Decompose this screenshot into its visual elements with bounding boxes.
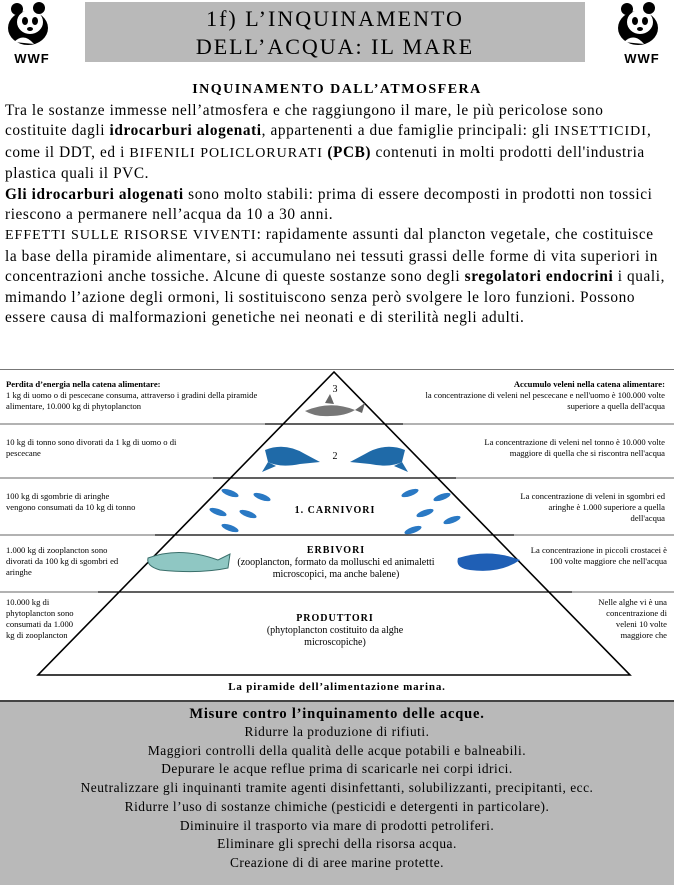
measure-item: Depurare le acque reflue prima di scaricarle nei corpi idrici. xyxy=(161,761,513,777)
right-note-1-text: la concentrazione di veleni nel pescecane e nell'uomo è 100.000 volte superiore a quella dell'acqua xyxy=(425,390,665,411)
right-note-4: La concentrazione in piccoli crostacei è 100 volte maggiore che nell'acqua xyxy=(530,545,667,566)
measure-item: Maggiori controlli della qualità delle acque potabili e balneabili. xyxy=(147,742,527,758)
left-note-1-title: Perdita d’energia nella catena alimentare: xyxy=(6,379,161,389)
paragraph-1 xyxy=(5,101,669,185)
pyramid-caption: La piramide dell’alimentazione marina. xyxy=(228,681,446,693)
p3-bold: sregolatori endocrini xyxy=(464,268,614,286)
measures-box xyxy=(0,700,674,885)
measure-item: Ridurre la produzione di rifiuti. xyxy=(244,724,430,739)
p1-text-b: , appartenenti a due famiglie principali: gli xyxy=(261,122,555,140)
wwf-logo-right xyxy=(614,2,670,66)
panda-icon xyxy=(614,2,662,46)
produttori-text: (phytoplancton costituito da alghe microscopiche) xyxy=(266,625,404,648)
wwf-text-right: WWF xyxy=(624,51,660,66)
p1-bold-a: idrocarburi alogenati xyxy=(109,122,262,140)
level-2-number: 2 xyxy=(332,451,338,462)
p1-text-d: contenuti in molti prodotti dell'industria plastica quali il PVC. xyxy=(5,143,645,183)
paragraph-2 xyxy=(5,185,669,226)
p3-effetti: EFFETTI SULLE RISORSE VIVENTI xyxy=(5,228,257,244)
right-note-1-title: Accumulo veleni nella catena alimentare: xyxy=(513,379,665,389)
erbivori-text: (zooplancton, formato da molluschi ed animaletti microscopici, ma anche balene) xyxy=(237,557,435,580)
measure-item: Neutralizzare gli inquinanti tramite agenti disinfettanti, solubilizzanti, precipitanti, ecc. xyxy=(80,780,594,796)
produttori-title: PRODUTTORI xyxy=(296,613,374,624)
title-box xyxy=(85,2,585,62)
food-pyramid xyxy=(0,369,674,680)
left-note-1 xyxy=(6,379,268,412)
left-note-1-text: 1 kg di uomo o di pescecane consuma, attraverso i gradini della piramide alimentare, 10.000 kg di phytoplancton xyxy=(6,390,258,411)
right-note-3: La concentrazione di veleni in sgombri ed aringhe è 1.000 superiore a quella dell'acqua xyxy=(520,491,665,523)
level-carnivori: 1. CARNIVORI xyxy=(294,505,376,516)
measure-item: Creazione di di aree marine protette. xyxy=(229,854,445,870)
title-line-2: DELL’ACQUA: IL MARE xyxy=(195,34,475,59)
p2-text: sono molto stabili: prima di essere decomposti in prodotti non tossici riescono a permanere nell’acqua da 10 a 30 anni. xyxy=(5,185,653,224)
erbivori-title: ERBIVORI xyxy=(306,545,366,556)
panda-icon xyxy=(4,2,52,46)
p2-bold: Gli idrocarburi alogenati xyxy=(5,185,184,203)
p1-pcb: (PCB) xyxy=(327,143,372,161)
left-note-4: 1.000 kg di zooplancton sono divorati da 100 kg di sgombri ed aringhe xyxy=(6,545,119,577)
level-produttori xyxy=(250,613,420,649)
p1-insetticidi: INSETTICIDI xyxy=(554,124,647,140)
p3-text-a: : rapidamente assunti dal plancton vegetale, che costituisce la base della piramide alimentare, si accumulano nei tessuti grassi delle forme di vita superiori in concentrazioni anche tossiche. Alcune di queste sostanze sono degli xyxy=(5,226,658,286)
right-note-1 xyxy=(398,379,665,412)
right-note-5: Nelle alghe vi è una concentrazione di veleni 10 volte maggiore che xyxy=(598,597,667,640)
body-text xyxy=(5,101,669,328)
wwf-logo-left xyxy=(4,2,60,66)
left-note-3: 100 kg di sgombrie di aringhe vengono consumati da 10 kg di tonno xyxy=(6,491,136,512)
measure-item: Diminuire il trasporto via mare di prodotti petroliferi. xyxy=(179,817,495,833)
left-note-2: 10 kg di tonno sono divorati da 1 kg di uomo o di pescecane xyxy=(6,437,177,458)
wwf-text-left: WWF xyxy=(14,51,50,66)
measure-item: Ridurre l’uso di sostanze chimiche (pesticidi e detergenti in particolare). xyxy=(124,798,550,814)
p1-bifenili: BIFENILI POLICLORURATI xyxy=(129,145,323,161)
measures-title: Misure contro l’inquinamento delle acque. xyxy=(189,706,485,722)
title-line-1: 1f) L’INQUINAMENTO xyxy=(206,6,464,31)
p1-text-a: Tra le sostanze immesse nell’atmosfera e che raggiungono il mare, le più pericolose sono costituite dagli xyxy=(5,102,604,140)
paragraph-3 xyxy=(5,225,669,328)
level-erbivori xyxy=(226,545,446,581)
left-note-5: 10.000 kg di phytoplancton sono consumati da 1.000 kg di zooplancton xyxy=(6,597,74,640)
p3-text-b: i quali, mimando l’azione degli ormoni, li sostituiscono senza però svolgere le loro funzioni. Possono essere causa di malformazioni genetiche nei neonati e di sterilità negli adulti. xyxy=(5,268,666,327)
section-heading: INQUINAMENTO DALL’ATMOSFERA xyxy=(192,82,482,97)
measure-item: Eliminare gli sprechi della risorsa acqua. xyxy=(217,836,457,852)
right-note-2: La concentrazione di veleni nel tonno è 10.000 volte maggiore di quella che si riscontra nell'acqua xyxy=(484,437,665,458)
p1-text-c: , come il DDT, ed i xyxy=(5,122,652,161)
level-3-number: 3 xyxy=(332,384,338,395)
